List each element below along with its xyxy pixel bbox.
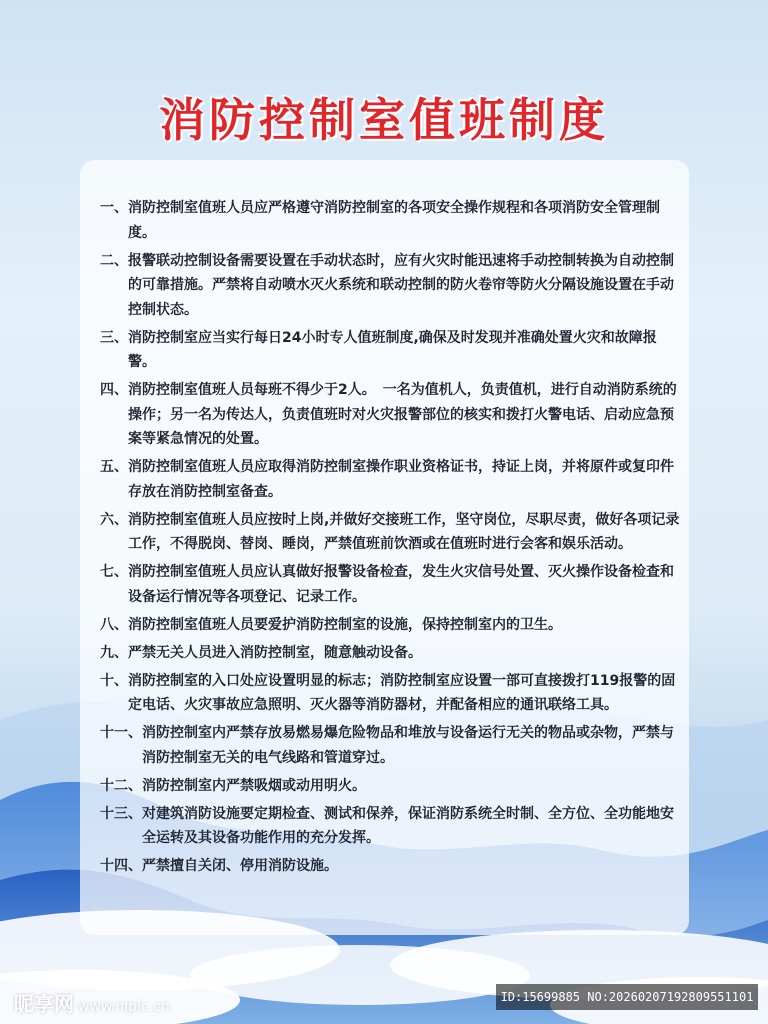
rule-item — [100, 378, 680, 452]
rule-item — [100, 774, 680, 799]
watermark-logo-text: 昵享网 — [14, 992, 74, 1016]
rules-list — [100, 196, 680, 882]
rule-text: 严禁擅自关闭、停用消防设施。 — [142, 858, 338, 874]
rule-item — [100, 854, 680, 879]
rule-text: 消防控制室值班人员应严格遵守消防控制室的各项安全操作规程和各项消防安全管理制度。 — [128, 200, 660, 241]
rule-item — [100, 721, 680, 770]
rule-text: 消防控制室应当实行每日24小时专人值班制度,确保及时发现并准确处置火灾和故障报警。 — [128, 329, 657, 370]
rule-text: 消防控制室值班人员每班不得少于2人。 一名为值机人，负责值机，进行自动消防系统的操作；另一名为传达人，负责值班时对火灾报警部位的核实和拨打火警电话、启动应急预案等紧急情况的处置。 — [128, 382, 677, 447]
rule-item — [100, 560, 680, 609]
rule-item — [100, 669, 680, 718]
rule-number: 二、 — [100, 252, 128, 269]
rule-text: 报警联动控制设备需要设置在手动状态时，应有火灾时能迅速将手动控制转换为自动控制的可靠措施。严禁将自动喷水灭火系统和联动控制的防火卷帘等防火分隔设施设置在手动控制状态。 — [128, 252, 674, 318]
rule-number: 十一、 — [100, 725, 142, 741]
rule-number: 十四、 — [100, 858, 142, 874]
rule-item — [100, 641, 680, 666]
rule-item — [100, 326, 680, 375]
rule-number: 一、 — [100, 200, 128, 216]
rule-number: 十、 — [100, 672, 128, 689]
rule-text: 消防控制室值班人员应按时上岗,并做好交接班工作，坚守岗位，尽职尽责，做好各项记录工作，不得脱岗、替岗、睡岗，严禁值班前饮酒或在值班时进行会客和娱乐活动。 — [128, 511, 680, 552]
rule-number: 十三、 — [100, 805, 142, 822]
rule-text: 消防控制室值班人员要爱护消防控制室的设施，保持控制室内的卫生。 — [128, 616, 562, 633]
rule-text: 消防控制室内严禁存放易燃易爆危险物品和堆放与设备运行无关的物品或杂物，严禁与消防控制室无关的电气线路和管道穿过。 — [142, 725, 674, 766]
rule-item — [100, 196, 680, 245]
rule-item — [100, 249, 680, 323]
rule-number: 三、 — [100, 329, 128, 346]
rule-number: 六、 — [100, 511, 128, 528]
watermark-logo — [14, 988, 170, 1017]
rule-text: 消防控制室内严禁吸烟或动用明火。 — [142, 777, 366, 794]
image-id-bar: ID:15699885 NO:20260207192809551101 — [496, 984, 758, 1010]
page-title: 消防控制室值班制度 — [159, 93, 609, 147]
watermark-url: www.nipic.cn — [78, 999, 170, 1015]
rule-item — [100, 455, 680, 504]
rule-item — [100, 802, 680, 851]
rule-text: 对建筑消防设施要定期检查、测试和保养，保证消防系统全时制、全方位、全功能地安全运转及其设备功能作用的充分发挥。 — [142, 805, 674, 846]
rule-text: 消防控制室值班人员应认真做好报警设备检查，发生火灾信号处置、灭火操作设备检查和设备运行情况等各项登记、记录工作。 — [128, 564, 674, 605]
rule-text: 消防控制室值班人员应取得消防控制室操作职业资格证书，持证上岗，并将原件或复印件存放在消防控制室备查。 — [128, 459, 674, 500]
rule-item — [100, 613, 680, 638]
rule-number: 四、 — [100, 382, 128, 398]
rule-number: 十二、 — [100, 777, 142, 794]
rule-number: 九、 — [100, 644, 128, 661]
rule-item — [100, 508, 680, 557]
rule-text: 严禁无关人员进入消防控制室，随意触动设备。 — [128, 644, 422, 661]
rule-number: 七、 — [100, 564, 128, 580]
rule-text: 消防控制室的入口处应设置明显的标志；消防控制室应设置一部可直接拨打119报警的固定电话、火灾事故应急照明、灭火器等消防器材，并配备相应的通讯联络工具。 — [128, 672, 676, 713]
rule-number: 五、 — [100, 459, 128, 475]
rule-number: 八、 — [100, 616, 128, 633]
